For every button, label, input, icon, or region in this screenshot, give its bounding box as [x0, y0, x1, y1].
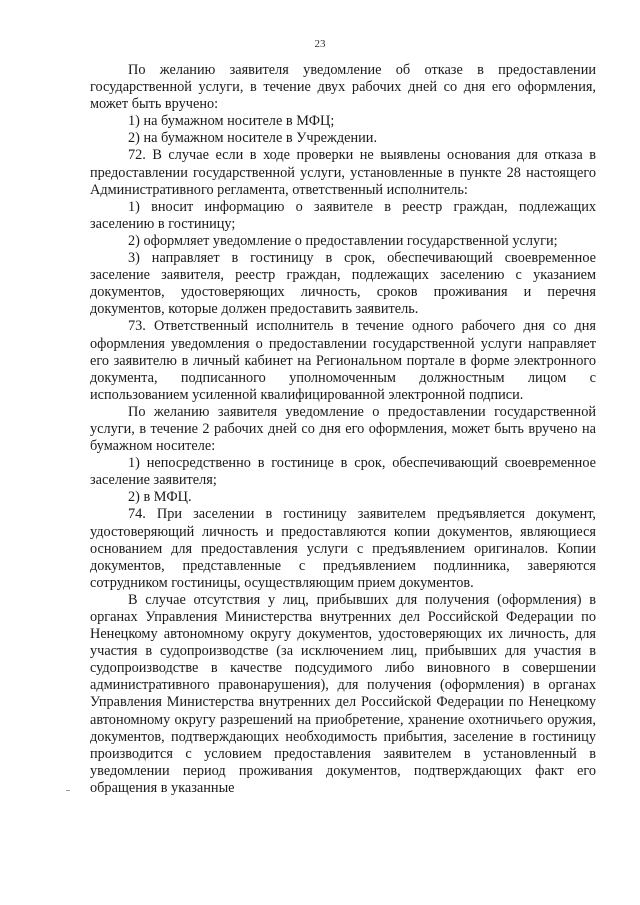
paragraph-clause-72: 72. В случае если в ходе проверки не выявлены основания для отказа в предоставлении государственной услуги, установленные в пункте 28 настоящего Административного регламента, ответственный исполнитель:	[90, 147, 596, 198]
paragraph-clause-74: 74. При заселении в гостиницу заявителем предъявляется документ, удостоверяющий личность и предоставляются копии документов, являющиеся основанием для предоставления услуги с предъявлением оригиналов. Копии документов, представленные с предъявлением подлинника, заверяются сотрудником гостиницы, осуществляющим прием документов.	[90, 506, 596, 591]
list-item: 1) на бумажном носителе в МФЦ;	[128, 113, 335, 130]
paragraph-refusal-notice: По желанию заявителя уведомление об отказе в предоставлении государственной услуги, в течение двух рабочих дней со дня его оформления, может быть вручено:	[90, 62, 596, 113]
margin-mark	[66, 790, 70, 791]
list-item: 1) непосредственно в гостинице в срок, обеспечивающий своевременное заселение заявителя;	[90, 455, 596, 489]
list-item: 2) в МФЦ.	[128, 489, 192, 506]
paragraph-service-notice: По желанию заявителя уведомление о предоставлении государственной услуги, в течение 2 рабочих дней со дня его оформления, может быть вручено на бумажном носителе:	[90, 403, 596, 455]
paragraph-clause-73: 73. Ответственный исполнитель в течение одного рабочего дня со дня оформления уведомления о предоставлении государственной услуги направляет его заявителю в личный кабинет на Региональном портале в форме электронного документа, подписанного уполномоченным должностным лицом с использованием усиленной квалифицированной электронной подписи.	[90, 318, 596, 403]
list-item: 2) на бумажном носителе в Учреждении.	[128, 130, 378, 147]
list-item: 3) направляет в гостиницу в срок, обеспечивающий своевременное заселение заявителя, реестр граждан, подлежащих заселению с указанием документов, удостоверяющих личность, сроков проживания и перечня документов, которые должен предоставить заявитель.	[90, 250, 596, 318]
page-number: 23	[314, 38, 326, 50]
list-item: 1) вносит информацию о заявителе в реестр граждан, подлежащих заселению в гостиницу;	[90, 198, 596, 232]
list-item: 2) оформляет уведомление о предоставлении государственной услуги;	[128, 232, 558, 249]
document-body	[90, 62, 596, 797]
paragraph-absence-of-documents: В случае отсутствия у лиц, прибывших для получения (оформления) в органах Управления Министерства внутренних дел Российской Федерации по Ненецкому автономному округу документов, удостоверяющих их личность, для участия в судопроизводстве (за исключением лиц, прибывших для участия в судопроизводстве в качестве подсудимого либо виновного в совершении административного правонарушения), для получения (оформления) в органах Управления Министерства внутренних дел Российской Федерации по Ненецкому автономному округу разрешений на приобретение, хранение охотничьего оружия, документов, подтверждающих необходимость прибытия, заселение в гостиницу производится с условием предоставления заявителем в установленный в уведомлении период проживания документов, подтверждающих факт его обращения в указанные	[90, 591, 596, 796]
